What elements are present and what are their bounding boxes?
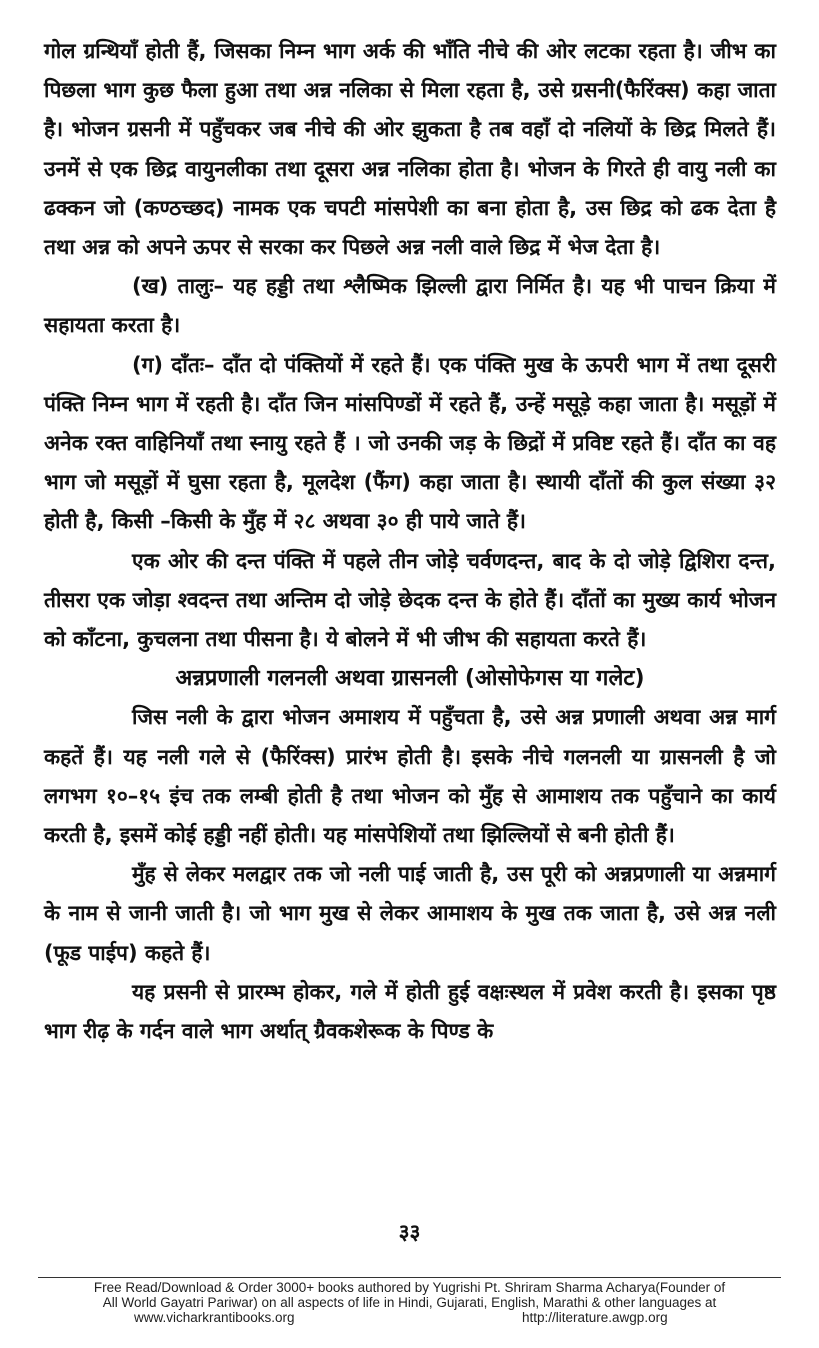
section-heading: अन्नप्रणाली गलनली अथवा ग्रासनली (ओसोफेगस या गलेट)	[175, 666, 645, 692]
footer-divider	[38, 1277, 781, 1278]
footer-links	[38, 1310, 781, 1325]
paragraph-esophagus: जिस नली के द्वारा भोजन अमाशय में पहुँचता है, उसे अन्न प्रणाली अथवा अन्न मार्ग कहतें हैं। यह नली गले से (फैरिंक्स) प्रारंभ होती है। इसके नीचे गलनली या ग्रासनली है जो लगभग १०–१५ इंच तक लम्बी होती है तथा भोजन को मुँह से आमाशय तक पहुँचाने का कार्य करती है, इसमें कोई हड्डी नहीं होती। यह मांसपेशियों तथा झिल्लियों से बनी होती हैं।	[44, 705, 776, 848]
paragraph-esophagus-path: यह प्रसनी से प्रारम्भ होकर, गले में होती हुई वक्षःस्थल में प्रवेश करती है। इसका पृष्ठ भाग रीढ़ के गर्दन वाले भाग अर्थात् ग्रैवकशेरूक के पिण्ड के	[44, 979, 776, 1044]
paragraph-teeth-types: एक ओर की दन्त पंक्ति में पहले तीन जोड़े चर्वणदन्त, बाद के दो जोड़े द्विशिरा दन्त, तीसरा एक जोड़ा श्वदन्त तथा अन्तिम दो जोड़े छेदक दन्त के होते हैं। दाँतों का मुख्य कार्य भोजन को काँटना, कुचलना तथा पीसना है। ये बोलने में भी जीभ की सहायता करते हैं।	[44, 548, 776, 652]
footer-line-2: All World Gayatri Pariwar) on all aspects of life in Hindi, Gujarati, English, Marathi & other languages at	[102, 1295, 717, 1310]
footer-line-1: Free Read/Download & Order 3000+ books authored by Yugrishi Pt. Shriram Sharma Acharya(Founder of	[93, 1280, 726, 1295]
footer-link-awgp[interactable]: http://literature.awgp.org	[522, 1310, 668, 1325]
paragraph-palate: (ख) तालुः– यह हड्डी तथा श्लैष्मिक झिल्ली द्वारा निर्मित है। यह भी पाचन क्रिया में सहायता करता है।	[44, 274, 776, 338]
footer-link-vicharkranti[interactable]: www.vicharkrantibooks.org	[134, 1310, 295, 1325]
paragraph-pharynx: गोल ग्रन्थियाँ होती हैं, जिसका निम्न भाग अर्क की भाँति नीचे की ओर लटका रहता है। जीभ का पिछला भाग कुछ फैला हुआ तथा अन्न नलिका से मिला रहता है, उसे ग्रसनी(फैरिंक्स) कहा जाता है। भोजन ग्रसनी में पहुँचकर जब नीचे की ओर झुकता है तब वहाँ दो नलियों के छिद्र मिलते हैं। उनमें से एक छिद्र वायुनलीका तथा दूसरा अन्न नलिका होता है। भोजन के गिरते ही वायु नली का ढक्कन जो (कण्ठच्छद) नामक एक चपटी मांसपेशी का बना होता है, उस छिद्र को ढक देता है तथा अन्न को अपने ऊपर से सरका कर पिछले अन्न नली वाले छिद्र में भेज देता है।	[44, 39, 776, 260]
footer	[38, 1280, 781, 1325]
main-text	[44, 32, 776, 1051]
page-number: ३३	[398, 1220, 421, 1244]
paragraph-alimentary-canal: मुँह से लेकर मलद्वार तक जो नली पाई जाती है, उस पूरी को अन्नप्रणाली या अन्नमार्ग के नाम से जानी जाती है। जो भाग मुख से लेकर आमाशय के मुख तक जाता है, उसे अन्न नली (फूड पाईप) कहते हैं।	[44, 862, 776, 965]
paragraph-teeth: (ग) दाँतः– दाँत दो पंक्तियों में रहते हैं। एक पंक्ति मुख के ऊपरी भाग में तथा दूसरी पंक्ति निम्न भाग में रहती है। दाँत जिन मांसपिण्डों में रहते हैं, उन्हें मसूड़े कहा जाता है। मसूड़ों में अनेक रक्त वाहिनियाँ तथा स्नायु रहते हैं । जो उनकी जड़ के छिद्रों में प्रविष्ट रहते हैं। दाँत का वह भाग जो मसूड़ों में घुसा रहता है, मूलदेश (फैंग) कहा जाता है। स्थायी दाँतों की कुल संख्या ३२ होती है, किसी –किसी के मुँह में २८ अथवा ३० ही पाये जाते हैं।	[44, 352, 776, 534]
